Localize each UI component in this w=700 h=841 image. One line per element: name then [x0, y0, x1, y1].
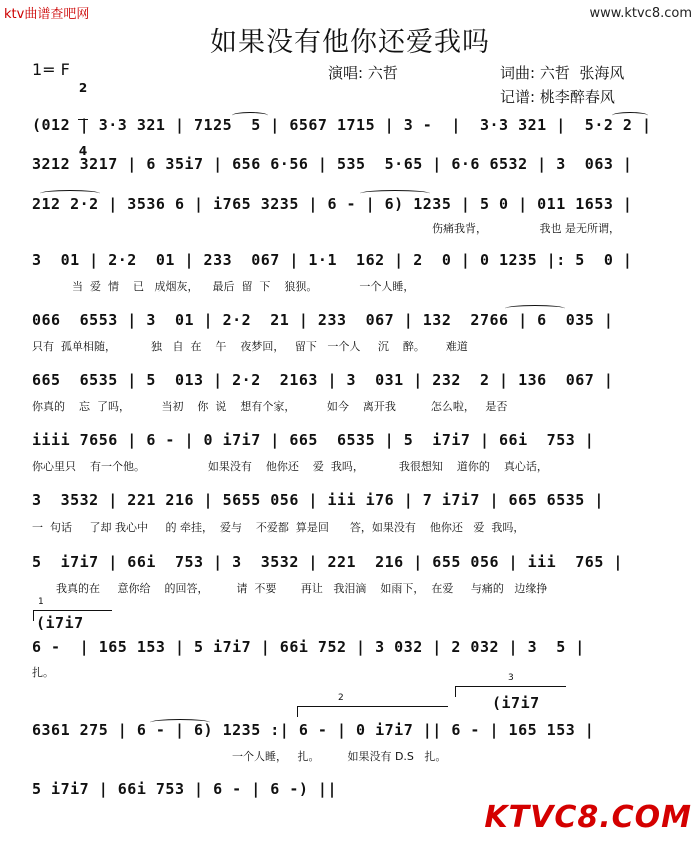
site-logo-bottom-right[interactable]: KTVC8.COM — [484, 800, 692, 835]
score-line-8: 3 3532 | 221 216 | 5655 056 | iii i76 | 7 i7i7 | 665 6535 | — [32, 491, 604, 509]
time-denominator: 4 — [78, 144, 88, 158]
slur-mark — [40, 190, 100, 197]
lyric-line-11: 一个人睡， 扎。 如果没有 D.S 扎。 — [232, 750, 447, 763]
composer-credit: 词曲: 六哲 张海风 — [500, 64, 625, 82]
lyric-line-10: 扎。 — [32, 666, 54, 679]
time-numerator: 2 — [78, 81, 88, 95]
score-line-11: 6361 275 | 6 - | 6) 1235 :| 6 - | 0 i7i7 || 6 - | 165 153 | — [32, 721, 595, 739]
key-signature: 1= F — [32, 60, 70, 79]
score-line-10: 6 - | 165 153 | 5 i7i7 | 66i 752 | 3 032 | 2 032 | 3 5 | — [32, 638, 585, 656]
score-line-5: 066 6553 | 3 01 | 2·2 21 | 233 067 | 132 2766 | 6 035 | — [32, 311, 614, 329]
lyric-line-8: 一 句话 了却 我心中 的 牵挂， 爱与 不爱都 算是回 答，如果没有 他你还 爱 我吗， — [32, 521, 525, 534]
transcriber-credit: 记谱: 桃李醉春风 — [500, 88, 615, 106]
slur-mark — [505, 305, 565, 312]
volta-label-3: 3 — [508, 673, 514, 683]
score-line-2: 3212 3217 | 6 35i7 | 656 6·56 | 535 5·65 | 6·6 6532 | 3 063 | — [32, 155, 633, 173]
slur-mark — [232, 112, 268, 119]
score-line-1: (012 | 3·3 321 | 7125 5 | 6567 1715 | 3 - | 3·3 321 | 5·2 2 | — [32, 116, 652, 134]
lyric-line-3: 伤痛我背， 我也 是无所谓， — [432, 222, 620, 235]
site-url-top-right[interactable]: www.ktvc8.com — [589, 6, 692, 21]
score-line-6: 665 6535 | 5 013 | 2·2 2163 | 3 031 | 232 2 | 136 067 | — [32, 371, 614, 389]
time-signature — [78, 58, 88, 169]
score-line-3: 212 2·2 | 3536 6 | i765 3235 | 6 - | 6) 1235 | 5 0 | 011 1653 | — [32, 195, 633, 213]
slur-mark — [150, 719, 210, 726]
volta-3-notes: (i7i7 — [492, 694, 540, 712]
lyric-line-4: 当 爱 情 已 成烟灰， 最后 留 下 狼狈。 一个人睡， — [72, 280, 415, 293]
volta-label-1: 1 — [38, 597, 44, 607]
volta-bracket-2 — [297, 693, 448, 717]
slur-mark — [360, 190, 430, 197]
lyric-line-6: 你真的 忘 了吗， 当初 你 说 想有个家， 如今 离开我 怎么啦， 是否 — [32, 400, 508, 413]
score-line-4: 3 01 | 2·2 01 | 233 067 | 1·1 162 | 2 0 | 0 1235 |: 5 0 | — [32, 251, 633, 269]
site-watermark-top-left[interactable]: ktv曲谱查吧网 — [4, 7, 90, 22]
lyric-line-5: 只有 孤单相随， 独 自 在 午 夜梦回， 留下 一个人 沉 醉。 难道 — [32, 340, 468, 353]
singer-credit: 演唱: 六哲 — [328, 64, 398, 82]
song-title: 如果没有他你还爱我吗 — [210, 27, 490, 58]
lyric-line-7: 你心里只 有一个他。 如果没有 他你还 爱 我吗， 我很想知 道你的 真心话， — [32, 460, 548, 473]
score-line-7: iiii 7656 | 6 - | 0 i7i7 | 665 6535 | 5 i7i7 | 66i 753 | — [32, 431, 595, 449]
volta-label-2: 2 — [338, 693, 344, 703]
volta-1-notes: (i7i7 — [36, 614, 84, 632]
score-line-9: 5 i7i7 | 66i 753 | 3 3532 | 221 216 | 655 056 | iii 765 | — [32, 553, 623, 571]
lyric-line-9: 我真的在 意你给 的回答， 请 不要 再让 我泪滴 如雨下， 在爱 与痛的 边缘挣 — [56, 582, 548, 595]
score-line-12: 5 i7i7 | 66i 753 | 6 - | 6 -) || — [32, 780, 337, 798]
slur-mark — [612, 112, 648, 119]
